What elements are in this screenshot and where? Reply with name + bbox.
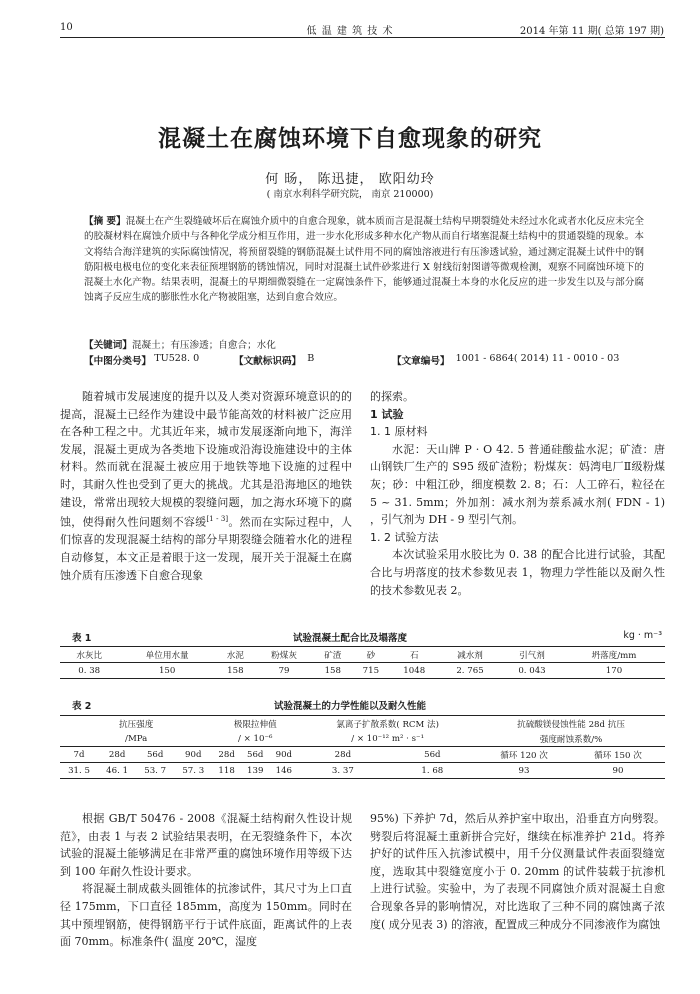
- doc-code-value: B: [307, 353, 315, 364]
- table2-caption: 试验混凝土的力学性能以及耐久性能: [273, 701, 426, 712]
- table-group-header: 抗压强度: [118, 719, 154, 730]
- authors: 何 旸， 陈迅捷， 欧阳幼玲: [265, 172, 435, 187]
- table-cell: 31. 5: [68, 765, 90, 776]
- table-cell: 139: [247, 765, 264, 776]
- table-cell: 158: [324, 665, 341, 676]
- table-header: 56d: [424, 749, 441, 760]
- table1-label: 表 1: [72, 633, 92, 644]
- section-heading-1-1: 1. 1 原材料: [370, 425, 428, 439]
- table-header: 石: [409, 650, 419, 661]
- table2-unit-row: [60, 731, 665, 747]
- keywords: [84, 337, 644, 351]
- page-number: 10: [60, 22, 73, 33]
- intro-column: [60, 388, 352, 584]
- table-header: 循环 150 次: [594, 750, 642, 761]
- table-group-unit: / × 10⁻¹² m² · s⁻¹: [298, 731, 477, 747]
- table-cell: 3. 37: [331, 765, 354, 776]
- intro-paragraph: 随着城市发展速度的提升以及人类对资源环境意识的的提高，混凝土已经作为建设中最节能高效的材料被广泛应用在各种工程之中。尤其近年来，城市发展逐渐向地下，海洋发展，混凝土更成为各类地下设施或沿海设施建设中的主体材料。然而就在混凝土被应用于地铁等地下设施的过程中时，其耐久性也受到了更大的挑战。尤其是沿海地区的地铁建设，常常出现较大规模的裂缝问题，加之海水环境下的腐蚀，使得耐久性问题刻不容缓[1 - 3]。然而在实际过程中，人们惊喜的发现混凝土结构的部分早期裂缝会随着水化的进程自动修复，本文正是着眼于这一发现，展开关于混凝土在腐蚀介质有压渗透下自愈合现象: [60, 390, 353, 582]
- bottom-left-column: [60, 810, 352, 951]
- table-cell: 170: [605, 665, 623, 676]
- table-header: 粉煤灰: [271, 650, 297, 661]
- table-cell: 46. 1: [106, 765, 129, 776]
- table2-data-row: [60, 763, 665, 779]
- abstract-label: 【摘 要】: [84, 216, 126, 227]
- table-header: 引气剂: [519, 650, 545, 661]
- paper-title: 混凝土在腐蚀环境下自愈现象的研究: [158, 126, 542, 152]
- table-header: 90d: [275, 749, 293, 760]
- table-cell: 158: [227, 665, 244, 676]
- table1-data-row: [60, 663, 665, 679]
- table-cell: 79: [278, 665, 290, 676]
- continuation-text: 的探索。: [370, 390, 414, 403]
- abstract: [84, 214, 644, 306]
- citation: [1 - 3]: [206, 515, 229, 524]
- table1-caption: 试验混凝土配合比及塌落度: [292, 633, 407, 644]
- table-cell: 118: [218, 765, 235, 776]
- article-no-value: 1001 - 6864( 2014) 11 - 0010 - 03: [455, 353, 620, 364]
- right-column: [370, 388, 665, 599]
- table-group-header: 抗硫酸镁侵蚀性能 28d 抗压: [517, 719, 625, 730]
- table1-header-row: [60, 647, 665, 663]
- table-cell: 93: [518, 765, 530, 776]
- table-cell: 57. 3: [182, 765, 205, 776]
- table-header: 砂: [366, 650, 376, 661]
- table-header: 28d: [334, 749, 352, 760]
- table-header: 循环 120 次: [500, 750, 548, 761]
- abstract-text: 混凝土在产生裂缝破坏后在腐蚀介质中的自愈合现象，就本质而言是混凝土结构早期裂缝处未经过水化或者水化反应未完全的胶凝材料在腐蚀介质中与各种化学成分相互作用，进一步水化形成多种水化产物从而自行堵塞混凝土结构中的贯通裂缝的现象。本文将结合海洋建筑的实际腐蚀情况，将预留裂缝的钢筋混凝土试件用不同的腐蚀溶液进行有压渗透试验，通过测定混凝土试件中的钢筋阳极电极电位的变化来表征预埋钢筋的锈蚀情况，同时对混凝土试件砂浆进行 X 射线衍射图谱等微观检测，观察不同腐蚀环境下的混凝土水化产物。结果表明，混凝土的早期细微裂缝在一定腐蚀条件下，能够通过混凝土本身的水化反应的进一步发生以及与部分腐蚀离子反应生成的膨胀性水化产物被阻塞，达到自愈合效应。: [84, 216, 644, 304]
- table2-label: 表 2: [72, 701, 92, 712]
- table-header: 56d: [146, 749, 164, 760]
- doc-code-label: 【文献标识码】: [234, 356, 302, 367]
- table2: [60, 715, 665, 779]
- table-cell: 2. 765: [456, 665, 484, 676]
- table-cell: 0. 38: [78, 665, 101, 676]
- keywords-text: 混凝土；有压渗透；自愈合；水化: [131, 340, 276, 351]
- affiliation: ( 南京水利科学研究院， 南京 210000): [266, 189, 434, 200]
- table-cell: 1. 68: [421, 765, 444, 776]
- header-rule: [60, 37, 665, 38]
- table1-unit: kg · m⁻³: [623, 630, 662, 641]
- table-header: 56d: [247, 749, 264, 760]
- table-header: 90d: [185, 749, 202, 760]
- section-heading-1-2: 1. 2 试验方法: [370, 530, 439, 544]
- table-header: 水泥: [226, 650, 244, 661]
- curing-paragraph: 95%) 下养护 7d，然后从养护室中取出，沿垂直方向劈裂。劈裂后将混凝土重新拼合完好，继续在标准养护 21d。将养护好的试件压入抗渗试模中，用千分仪测量试件表面裂缝宽度，选取其中裂缝宽度小于 0. 20mm 的试件装载于抗渗机上进行试验。实验中，为了表现不同腐蚀介质对混凝土自愈合现象各异的影响情况，对比选取了三种不同的腐蚀离子浓度( 成分见表 3) 的溶液，配置成三种成分不同渗液作为腐蚀: [370, 812, 665, 931]
- table-group-unit: 强度耐蚀系数/%: [477, 731, 665, 747]
- materials-paragraph: 水泥：天山牌 P · O 42. 5 普通硅酸盐水泥；矿渣：唐山钢铁厂生产的 S95 级矿渣粉；粉煤灰：妈湾电厂Ⅱ级粉煤灰；砂：中粗江砂，细度模数 2. 8；石：人工碎石，粒径在 5 ~ 31. 5mm；外加剂：减水剂为萘系减水剂( FDN - 1) ，引气剂为 DH - 9 型引气剂。: [370, 442, 665, 527]
- keywords-label: 【关键词】: [84, 340, 132, 351]
- table-header: 减水剂: [457, 650, 483, 661]
- table-header: 单位用水量: [145, 650, 189, 661]
- table-header: 7d: [73, 749, 85, 760]
- table-cell: 0. 043: [518, 665, 546, 676]
- table2-group-header-row: [60, 716, 665, 732]
- table-header: 28d: [108, 749, 126, 760]
- clc-value: TU528. 0: [154, 353, 200, 364]
- section-heading-1: 1 试验: [370, 407, 404, 421]
- article-no-label: 【文章编号】: [392, 356, 450, 367]
- issue-info: 2014 年第 11 期( 总第 197 期): [519, 26, 664, 37]
- table1: [60, 646, 665, 679]
- specimen-paragraph: 将混凝土制成截头圆锥体的抗渗试件，其尺寸为上口直径 175mm，下口直径 185mm，高度为 150mm。同时在其中预埋钢筋，使得钢筋平行于试件底面，距离试件的上表面 70mm。标准条件( 温度 20℃，湿度: [60, 882, 352, 949]
- method-paragraph: 本次试验采用水胶比为 0. 38 的配合比进行试验，其配合比与坍落度的技术参数见表 1，物理力学性能以及耐久性的技术参数见表 2。: [370, 548, 665, 597]
- table2-subheader-row: [60, 747, 665, 763]
- table-header: 水灰比: [76, 650, 103, 661]
- table-cell: 146: [275, 765, 293, 776]
- table-group-header: 氯离子扩散系数( RCM 法): [336, 719, 439, 730]
- table-cell: 715: [362, 665, 380, 676]
- bottom-right-column: [370, 810, 665, 933]
- table-header: 坍落度/mm: [591, 650, 637, 661]
- table-header: 28d: [218, 749, 235, 760]
- table-cell: 53. 7: [144, 765, 167, 776]
- table-cell: 90: [612, 765, 624, 776]
- table-cell: 150: [158, 665, 176, 676]
- table-group-header: 极限拉伸值: [233, 719, 277, 730]
- journal-name: 低 温 建 筑 技 术: [306, 26, 394, 37]
- conclusion-paragraph: 根据 GB/T 50476 - 2008《混凝土结构耐久性设计规范》，由表 1 与表 2 试验结果表明，在无裂缝条件下，本次试验的混凝土能够满足在非常严重的腐蚀环境作用等级下达到 100 年耐久性设计要求。: [60, 812, 352, 878]
- table-header: 矿渣: [324, 650, 342, 661]
- table-cell: 1048: [403, 665, 426, 676]
- table-group-unit: /MPa: [60, 731, 212, 747]
- clc-label: 【中图分类号】: [84, 356, 152, 367]
- table-group-unit: / × 10⁻⁶: [212, 731, 298, 747]
